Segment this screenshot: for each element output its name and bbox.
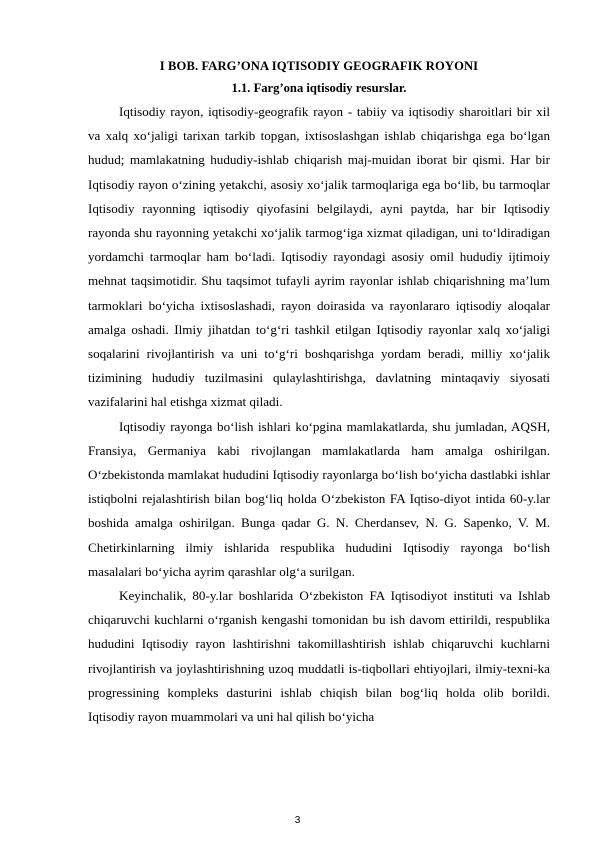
paragraph-2: Iqtisodiy rayonga bo‘lish ishlari ko‘pgina mamlakatlarda, shu jumladan, AQSH, Fransiya, Germaniya kabi rivojlangan mamlakatlarda ham amalga oshirilgan. O‘zbekistonda mamlakat hududini Iqtisodiy rayonlarga bo‘lish bo‘yicha dastlabki ishlar istiqbolni rejalashtirish bilan bog‘liq holda O‘zbekiston FA Iqtiso-diyot intida 60-y.lar boshida amalga oshirilgan. Bunga qadar G. N. Cherdansev, N. G. Sapenko, V. M. Chetirkinlarning ilmiy ishlarida respublika hududini Iqtisodiy rayonga bo‘lish masalalari bo‘yicha ayrim qarashlar olg‘a surilgan.	[88, 418, 550, 579]
paragraph-3: Keyinchalik, 80-y.lar boshlarida O‘zbekiston FA Iqtisodiyot instituti va Ishlab chiqaruvchi kuchlarni o‘rganish kengashi tomonidan bu ish davom ettirildi, respublika hududini Iqtisodiy rayon lashtirishni takomillashtirish ishlab chiqaruvchi kuchlarni rivojlantirish va joylashtirishning uzoq muddatli is-tiqbollari ehtiyojlari, ilmiy-texni-ka progressining kompleks dasturini ishlab chiqish bilan bog‘liq holda olib borildi. Iqtisodiy rayon muammolari va uni hal qilish bo‘yicha	[88, 588, 550, 725]
section-title: 1.1. Farg’ona iqtisodiy resurslar.	[231, 81, 407, 95]
chapter-title: I BOB. FARG’ONA IQTISODIY GEOGRAFIK ROYONI	[159, 59, 479, 73]
paragraph-1: Iqtisodiy rayon, iqtisodiy-geografik rayon - tabiiy va iqtisodiy sharoitlari bir xil va xalq xo‘jaligi tarixan tarkib topgan, ixtisoslashgan ishlab chiqarishga ega bo‘lgan hudud; mamlakatning hududiy-ishlab chiqarish maj-muidan iborat bir qismi. Har bir Iqtisodiy rayon o‘zining yetakchi, asosiy xo‘jalik tarmoqlariga ega bo‘lib, bu tarmoqlar Iqtisodiy rayonning iqtisodiy qiyofasini belgilaydi, ayni paytda, har bir Iqtisodiy rayonda shu rayonning yetakchi xo‘jalik tarmog‘iga xizmat qiladigan, uni to‘ldiradigan yordamchi tarmoqlar ham bo‘ladi. Iqtisodiy rayondagi asosiy omil hududiy ijtimoiy mehnat taqsimotidir. Shu taqsimot tufayli ayrim rayonlar ishlab chiqarishning ma’lum tarmoklari bo‘yicha ixtisoslashadi, rayon doirasida va rayonlararo iqtisodiy aloqalar amalga oshadi. Ilmiy jihatdan to‘g‘ri tashkil etilgan Iqtisodiy rayonlar xalq xo‘jaligi soqalarini rivojlantirish va uni to‘g‘ri boshqarishga yordam beradi, milliy xo‘jalik tizimining hududiy tuzilmasini qulaylashtirishga, davlatning mintaqaviy siyosati vazifalarini hal etishga xizmat qiladi.	[88, 104, 550, 410]
body-text	[88, 100, 550, 729]
page-number: 3	[294, 815, 301, 826]
